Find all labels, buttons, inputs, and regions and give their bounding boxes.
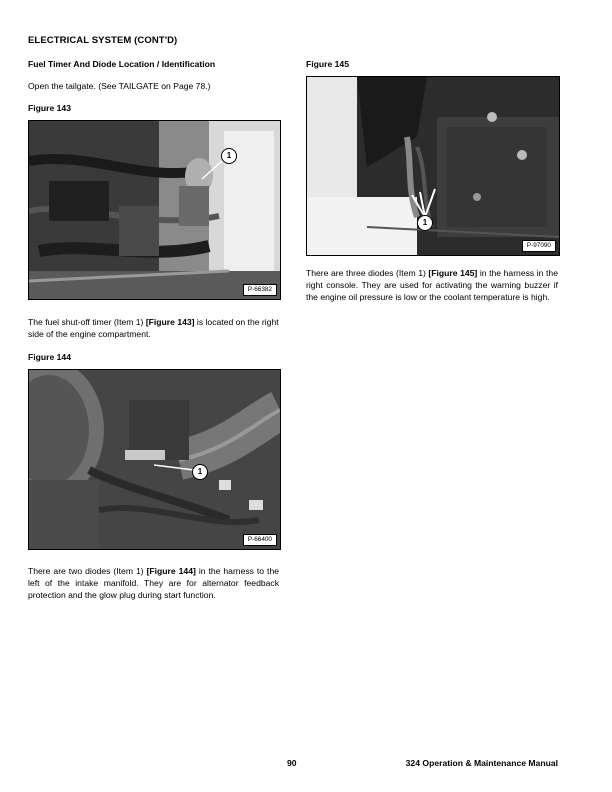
figure-143-callout: 1 (221, 148, 237, 164)
paragraph-144-text: There are two diodes (Item 1) (28, 566, 147, 576)
manual-title: 324 Operation & Maintenance Manual (405, 758, 558, 768)
paragraph-145-text: There are three diodes (Item 1) (306, 268, 429, 278)
figure-144-caption: Figure 144 (28, 352, 71, 362)
paragraph-144 (28, 566, 279, 601)
paragraph-143-text-cont: is located on the right side of the engine compartment. (28, 317, 279, 339)
page-number: 90 (287, 758, 297, 768)
figure-145-caption: Figure 145 (306, 59, 349, 69)
figure-145-photo (306, 76, 560, 256)
figure-143-caption: Figure 143 (28, 103, 71, 113)
figure-143-photo (28, 120, 281, 300)
figure-144-reference: [Figure 144] (146, 566, 196, 576)
paragraph-143-text: The fuel shut-off timer (Item 1) (28, 317, 146, 327)
paragraph-144-text-cont: in the harness to the left of the intake manifold. They are for alternator feedback protection and the glow plug during start function. (28, 566, 279, 600)
figure-144-photo-code: P-66400 (243, 534, 277, 546)
intro-text: Open the tailgate. (See TAILGATE on Page 78.) (28, 81, 211, 91)
paragraph-145 (306, 268, 558, 303)
paragraph-143 (28, 317, 279, 341)
figure-145-photo-code: P-97090 (522, 240, 556, 252)
subsection-title: Fuel Timer And Diode Location / Identification (28, 59, 216, 69)
figure-145-callout: 1 (417, 215, 433, 231)
figure-143-reference: [Figure 143] (145, 317, 195, 327)
figure-144-photo (28, 369, 281, 550)
section-title: ELECTRICAL SYSTEM (CONT'D) (28, 35, 178, 46)
figure-143-photo-code: P-66382 (243, 284, 277, 296)
paragraph-145-text-cont: in the harness in the right console. They are used for activating the warning buzzer if the engine oil pressure is low or the coolant temperature is high. (306, 268, 558, 302)
figure-145-reference: [Figure 145] (428, 268, 478, 278)
figure-144-callout: 1 (192, 464, 208, 480)
